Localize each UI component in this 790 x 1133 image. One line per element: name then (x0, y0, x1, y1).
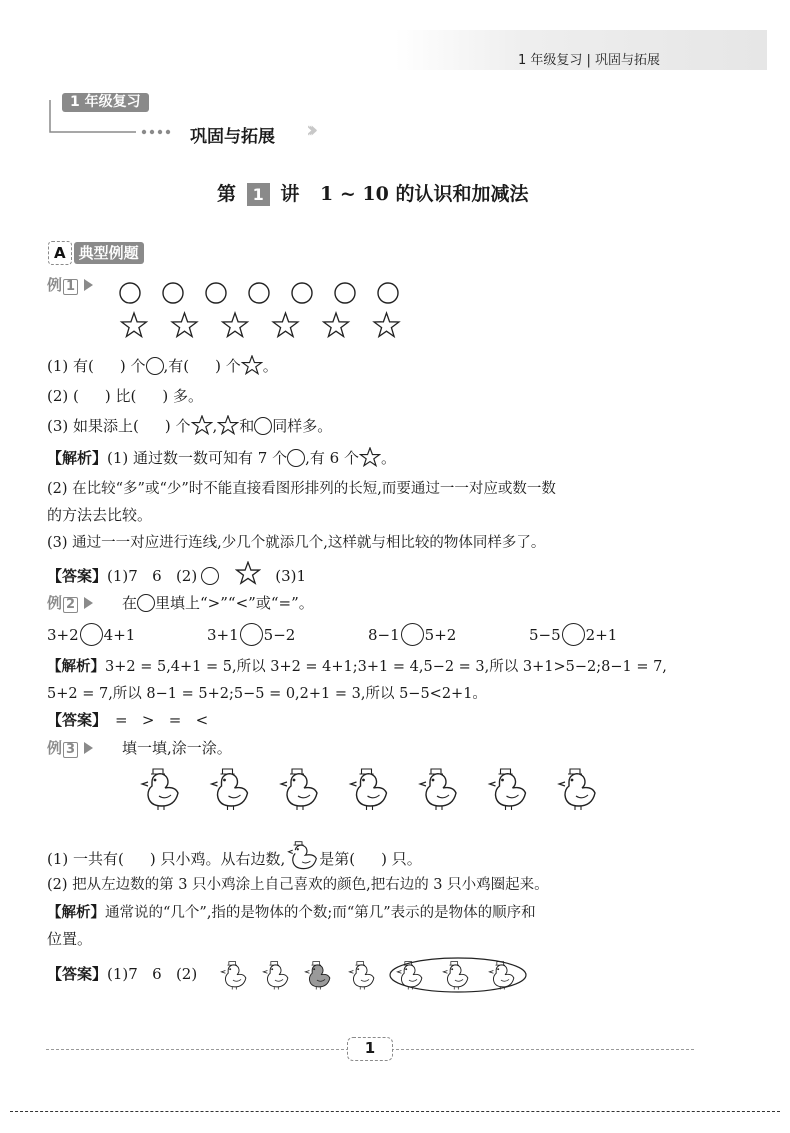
example-1-tag: 例 1 (47, 274, 93, 295)
circle-icon (335, 283, 355, 303)
circle-icon (254, 417, 272, 435)
ex1-q1: (1) 有( ) 个 ,有( ) 个 。 (47, 357, 278, 375)
banner-title: 巩固与拓展 (190, 127, 275, 147)
cut-line (10, 1111, 780, 1112)
banner-dot (150, 130, 154, 134)
ex2-item: 3+1 5−2 (207, 623, 295, 646)
star-icon (374, 313, 399, 337)
answer-chicks (220, 955, 530, 995)
banner-dot (166, 130, 170, 134)
star-icon (217, 415, 239, 435)
lecture-prefix: 第 (217, 183, 237, 205)
chick-icon (281, 769, 317, 810)
section-title: 典型例题 (74, 242, 144, 264)
chick-icon (420, 769, 456, 810)
ex1-analysis-2b: 的方法去比较。 (47, 506, 153, 524)
ex1-q3: (3) 如果添上( ) 个 , 和 同样多。 (47, 417, 333, 435)
circle-icon (137, 594, 155, 612)
circle-icon (120, 283, 140, 303)
stars-row (118, 311, 408, 339)
ex3-analysis-2: 位置。 (47, 930, 93, 948)
page-number: 1 (347, 1037, 393, 1061)
ex1-analysis-2: (2) 在比较“多”或“少”时不能直接看图形排列的长短,而要通过一一对应或数一数 (47, 481, 556, 497)
circle-icon (201, 567, 219, 585)
blank-circle[interactable] (562, 623, 585, 646)
chick-icon (221, 962, 245, 990)
banner-tag: 1 年级复习 (62, 93, 149, 112)
lecture-title: 1 ~ 10 的认识和加减法 (320, 183, 529, 205)
ex1-analysis-3: (3) 通过一一对应进行连线,少几个就添几个,这样就与相比较的物体同样多了。 (47, 535, 546, 551)
star-icon (122, 313, 147, 337)
banner-dot (158, 130, 162, 134)
star-icon (273, 313, 298, 337)
section-letter: A (48, 241, 72, 265)
chick-icon (443, 962, 467, 990)
ex1-analysis-1: 【解析】(1) 通过数一数可知有 7 个 ,有 6 个 。 (47, 449, 396, 467)
ex2-prompt: 在 里填上“>”“<”或“=”。 (122, 594, 314, 612)
example-3-tag: 例 3 (47, 737, 93, 758)
star-icon (241, 355, 263, 375)
ex3-prompt: 填一填,涂一涂。 (122, 739, 232, 757)
ex2-analysis-1: 【解析】3+2 = 5,4+1 = 5,所以 3+2 = 4+1;3+1 = 4,5−2 = 3,所以 3+1>5−2;8−1 = 7, (47, 659, 667, 675)
circles-row (118, 280, 408, 306)
star-icon (191, 415, 213, 435)
blank-circle[interactable] (401, 623, 424, 646)
ex2-answer: 【答案】 = > = < (47, 711, 209, 729)
chick-icon (559, 769, 595, 810)
star-icon (235, 561, 261, 585)
chicks-row (140, 766, 610, 816)
arrow-icon (84, 279, 93, 291)
circle-icon (206, 283, 226, 303)
star-icon (324, 313, 349, 337)
chick-icon (305, 962, 329, 990)
ex3-analysis-1: 【解析】通常说的“几个”,指的是物体的个数;而“第几”表示的是物体的顺序和 (47, 905, 536, 921)
arrow-icon (84, 597, 93, 609)
ex3-q1: (1) 一共有( ) 只小鸡。从右边数, 是第( ) 只。 (47, 840, 422, 872)
lecture-suffix: 讲 (280, 183, 300, 205)
ex1-q2: (2) ( ) 比( ) 多。 (47, 387, 203, 405)
section-header (48, 241, 144, 265)
circle-icon (146, 357, 164, 375)
ex3-q2: (2) 把从左边数的第 3 只小鸡涂上自己喜欢的颜色,把右边的 3 只小鸡圈起来。 (47, 877, 549, 893)
chick-icon (142, 769, 178, 810)
star-icon (223, 313, 248, 337)
banner-dot (142, 130, 146, 134)
chevron-right-icon: ››› (306, 118, 312, 143)
ex2-analysis-2: 5+2 = 7,所以 8−1 = 5+2;5−5 = 0,2+1 = 3,所以 5−5<2+1。 (47, 686, 487, 702)
star-icon (359, 447, 381, 467)
circle-icon (249, 283, 269, 303)
blank-circle[interactable] (80, 623, 103, 646)
running-title: 1 年级复习 | 巩固与拓展 (518, 53, 661, 68)
arrow-icon (84, 742, 93, 754)
circle-icon (378, 283, 398, 303)
chick-icon (349, 962, 373, 990)
circle-icon (287, 449, 305, 467)
ex3-answer: 【答案】(1)7 6 (2) (47, 965, 198, 983)
ex2-item: 5−5 2+1 (529, 623, 617, 646)
chick-icon (285, 840, 319, 872)
chick-icon (263, 962, 287, 990)
ex1-answer: 【答案】(1)7 6 (2) (3)1 (47, 561, 306, 586)
blank-circle[interactable] (240, 623, 263, 646)
lecture-number: 1 (247, 183, 270, 206)
example-2-tag: 例 2 (47, 592, 93, 613)
chick-icon (212, 769, 248, 810)
star-icon (172, 313, 197, 337)
ex2-item: 8−1 5+2 (368, 623, 456, 646)
chick-icon (351, 769, 387, 810)
circle-icon (292, 283, 312, 303)
circle-icon (163, 283, 183, 303)
chick-icon (490, 769, 526, 810)
lecture-heading (217, 179, 528, 206)
ex2-item: 3+2 4+1 (47, 623, 135, 646)
